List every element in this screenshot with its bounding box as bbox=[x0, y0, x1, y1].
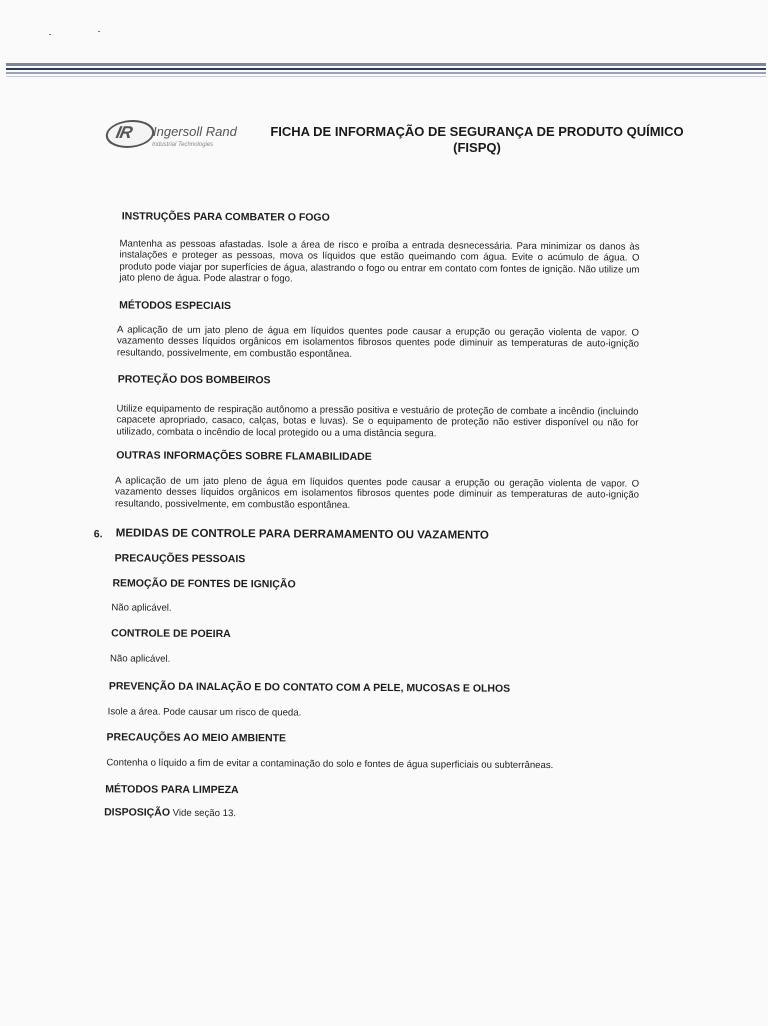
paragraph: Utilize equipamento de respiração autônomo a pressão positiva e vestuário de proteção de combate a incêndio (incluindo capacete apropriado, casaco, calças, botas e luvas). Se o equipamento de proteção não estiver disponível ou não for utilizado, combata o incêndio de local protegido ou a uma distância segura. bbox=[116, 403, 639, 439]
section-number: 6. bbox=[93, 528, 103, 541]
disposicao-label: DISPOSIÇÃO bbox=[104, 806, 171, 819]
section-heading: PREVENÇÃO DA INALAÇÃO E DO CONTATO COM A PELE, MUCOSAS E OLHOS bbox=[108, 680, 511, 695]
section-title: MEDIDAS DE CONTROLE PARA DERRAMAMENTO OU VAZAMENTO bbox=[115, 527, 489, 542]
disposicao-text: Vide seção 13. bbox=[172, 807, 237, 820]
paragraph: Contenha o líquido a fim de evitar a contaminação do solo e fontes de água superficiais ou subterrâneas. bbox=[106, 757, 554, 772]
section-heading: OUTRAS INFORMAÇÕES SOBRE FLAMABILIDADE bbox=[116, 449, 372, 463]
section-heading: MÉTODOS PARA LIMPEZA bbox=[105, 783, 239, 797]
section-heading: MÉTODOS ESPECIAIS bbox=[119, 299, 232, 313]
document-title-line1: FICHA DE INFORMAÇÃO DE SEGURANÇA DE PRODUTO QUÍMICO bbox=[270, 124, 684, 139]
paragraph: A aplicação de um jato pleno de água em líquidos quentes pode causar a erupção ou geração violenta de vapor. O vazamento desses líquidos orgânicos em isolamentos fibrosos quentes pode diminuir as temperaturas de auto-ignição resultando, possivelmente, em combustão espontânea. bbox=[114, 475, 640, 511]
section-heading: REMOÇÃO DE FONTES DE IGNIÇÃO bbox=[112, 577, 296, 591]
paragraph: Não aplicável. bbox=[111, 602, 172, 614]
document-title-line2: (FISPQ) bbox=[453, 140, 501, 155]
section-heading: INSTRUÇÕES PARA COMBATER O FOGO bbox=[121, 210, 330, 224]
ir-logo-badge: IR bbox=[103, 120, 157, 148]
section-heading: CONTROLE DE POEIRA bbox=[111, 627, 231, 641]
paragraph: Não aplicável. bbox=[109, 653, 171, 665]
logo-tagline: Industrial Technologies bbox=[152, 142, 214, 148]
disposicao-line bbox=[104, 807, 504, 821]
paragraph: Mantenha as pessoas afastadas. Isole a área de risco e proíba a entrada desnecessária. Para minimizar os danos às instalações e proteger as pessoas, mova os líquidos que estão queimando com água. Evite o acúmulo de água. O produto pode viajar por superfícies de água, alastrando o fogo ou entrar em contato com fontes de ignição. Não utilize um jato pleno de água. Pode alastrar o fogo. bbox=[119, 238, 640, 285]
paragraph: Isole a área. Pode causar um risco de queda. bbox=[107, 706, 302, 719]
logo-name: Ingersoll Rand bbox=[153, 124, 237, 139]
section-heading: PRECAUÇÕES PESSOAIS bbox=[114, 552, 246, 566]
section-heading: PROTEÇÃO DOS BOMBEIROS bbox=[117, 373, 271, 387]
paragraph: A aplicação de um jato pleno de água em líquidos quentes pode causar a erupção ou geração violenta de vapor. O vazamento desses líquidos orgânicos em isolamentos fibrosos quentes pode diminuir as temperaturas de auto-ignição resultando, possivelmente, em combustão espontânea. bbox=[116, 324, 640, 360]
section-heading: PRECAUÇÕES AO MEIO AMBIENTE bbox=[106, 731, 287, 745]
